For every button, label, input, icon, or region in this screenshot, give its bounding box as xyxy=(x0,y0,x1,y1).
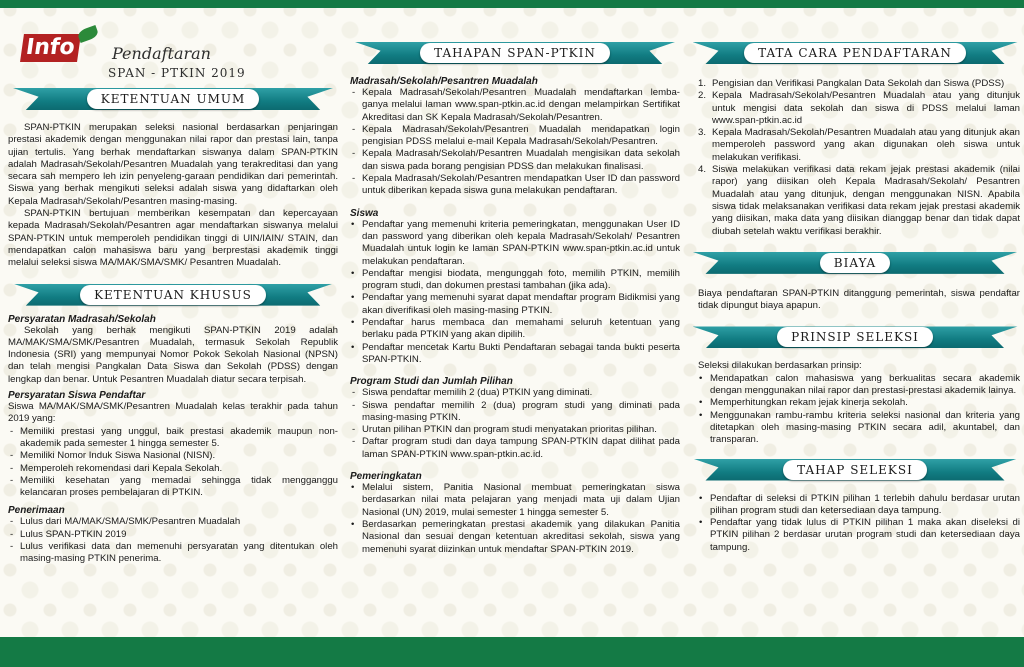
logo-script-text: Pendaftaran xyxy=(112,44,211,63)
logo-subtitle: SPAN - PTKIN 2019 xyxy=(108,66,246,80)
list-item: - Siswa pendaftar memilih 2 (dua) PTKIN yang diminati. xyxy=(350,387,680,399)
umum-paragraph-2: SPAN-PTKIN bertujuan memberikan kesempatan dan kepercayaan kepada Madrasah/Sekolah/Pesantren agar mendaftarkan siswanya melalui SPAN-PTKIN untuk memperoleh pendidikan tinggi di UIN/IAIN/ STAIN, dan mendapatkan calon mahasiswa baru yang berprestasi akademik tinggi melalui seleksi siswa MA/MAK/SMA/SMK/ Pesantren Muadalah. xyxy=(8,208,338,269)
top-green-bar xyxy=(0,0,1024,8)
list-item: - Lulus dari MA/MAK/SMA/SMK/Pesantren Muadalah xyxy=(8,516,338,528)
section-banner-biaya xyxy=(693,250,1018,276)
list-item: • Mendapatkan calon mahasiswa yang berkualitas secara akademik dengan menggunakan nilai rapor dan prestasi-prestasi akademik lainya. xyxy=(698,373,1020,398)
list-item: • Melalui sistem, Panitia Nasional membuat pemeringkatan siswa berdasarkan nilai mata pelajaran yang menjadi mata uji dalam Ujian Nasional (UN) 2019, mulai semester 1 hingga semester 5. xyxy=(350,482,680,519)
list-number: 4. xyxy=(698,164,707,176)
khusus-paragraph-2: Siswa MA/MAK/SMA/SMK/Pesantren Muadalah kelas terakhir pada tahun 2019 yang: xyxy=(8,401,338,425)
prinsip-intro: Seleksi dilakukan berdasarkan prinsip: xyxy=(698,360,862,372)
list-item: • Pendaftar yang memenuhi syarat dapat mendaftar program Bidikmisi yang akan diverifikasi oleh masing-masing PTKIN. xyxy=(350,292,680,317)
list-item: - Memiliki Nomor Induk Siswa Nasional (NISN). xyxy=(8,450,338,462)
list-number: 2. xyxy=(698,90,707,102)
list-item: - Urutan pilihan PTKIN dan program studi menyatakan prioritas pilihan. xyxy=(350,424,680,436)
biaya-text: Biaya pendaftaran SPAN-PTKIN ditanggung pemerintah, siswa pendaftar tidak dipungut biaya apapun. xyxy=(698,287,1020,312)
list-item: 2. Kepala Madrasah/Sekolah/Pesantren Muadalah atau yang ditunjuk untuk mengisi data sekolah dan siswa di PDSS melalui laman www.span-ptkin.ac.id xyxy=(698,90,1020,126)
section-banner-khusus xyxy=(13,282,333,308)
list-item: - Kepala Madrasah/Sekolah/Pesantren mendapatkan User ID dan password untuk diberikan kepada siswa guna melakukan pendaftaran. xyxy=(350,173,680,198)
list-item: • Pendaftar di seleksi di PTKIN pilihan 1 terlebih dahulu berdasar urutan pilihan program studi dan ketersediaan daya tampung. xyxy=(698,493,1020,518)
section-title: TAHAP SELEKSI xyxy=(783,460,927,480)
prinsip-list xyxy=(690,373,1020,447)
subheading: Pemeringkatan xyxy=(350,471,422,483)
siswa-steps-list xyxy=(350,219,680,367)
list-number: 3. xyxy=(698,127,707,139)
list-item: - Lulus verifikasi data dan memenuhi persyaratan yang ditentukan oleh masing-masing PTKIN penerima. xyxy=(8,541,338,566)
list-item: • Pendaftar mengisi biodata, mengunggah foto, memilih PTKIN, memilih program studi, dan dokumen prestasi tambahan (jika ada). xyxy=(350,268,680,293)
section-title: PRINSIP SELEKSI xyxy=(777,327,933,347)
madrasah-steps-list xyxy=(350,87,680,198)
list-item: • Pendaftar yang memenuhi kriteria pemeringkatan, menggunakan User ID dan password yang diberikan oleh kepala Madrasah/Sekolah/ Pesantren Muadalah untuk login ke laman SPAN-PTKIN www.span-ptkin.ac.id untuk melakukan pendaftaran. xyxy=(350,219,680,268)
list-item: - Siswa pendaftar memilih 2 (dua) program studi yang diminati pada masing-masing PTKIN. xyxy=(350,400,680,425)
tatacara-list xyxy=(690,78,1020,238)
list-item: - Daftar program studi dan daya tampung SPAN-PTKIN dapat dilihat pada laman SPAN-PTKIN www.span-ptkin.ac.id. xyxy=(350,436,680,461)
list-item: 3. Kepala Madrasah/Sekolah/Pesantren Muadalah atau yang ditunjuk akan memperoleh password yang akan digunakan oleh siswa untuk melakukan verifikasi. xyxy=(698,127,1020,163)
khusus-paragraph-1: Sekolah yang berhak mengikuti SPAN-PTKIN 2019 adalah MA/MAK/SMA/SMK/Pesantren Muadalah, termasuk Sekolah Republik Indonesia (SRI) yang mempunyai Nomor Pokok Sekolah Nasional (NPSN) dan telah mengisi Pangkalan Data Siswa dan Sekolah (PDSS) dengan lengkap dan benar. Untuk Pesantren Muadalah diatur secara terpisah. xyxy=(8,324,338,385)
pemeringkatan-list xyxy=(350,482,680,556)
list-item: • Pendaftar harus membaca dan memahami seluruh ketentuan yang berlaku pada PTKIN yang akan dipilih. xyxy=(350,317,680,342)
section-title: BIAYA xyxy=(820,253,890,273)
list-item: - Kepala Madrasah/Sekolah/Pesantren Muadalah mengisikan data sekolah dan siswa pada borang pengisian PDSS dan melakukan finalisasi. xyxy=(350,148,680,173)
section-banner-tahapan xyxy=(355,40,675,66)
section-banner-umum xyxy=(13,86,333,112)
section-title: TAHAPAN SPAN-PTKIN xyxy=(420,43,610,63)
list-item: - Memperoleh rekomendasi dari Kepala Sekolah. xyxy=(8,463,338,475)
list-item: 1. Pengisian dan Verifikasi Pangkalan Data Sekolah dan Siswa (PDSS) xyxy=(698,78,1005,89)
list-item: - Kepala Madrasah/Sekolah/Pesantren Muadalah mendaftarkan lemba-ganya melalui laman www.span-ptkin.ac.id dengan melampirkan Sertifikat Akreditasi dan SK Kepala Madrasah/Sekolah/Pesantren. xyxy=(350,87,680,124)
list-item: • Berdasarkan pemeringkatan prestasi akademik yang dilakukan Panitia Nasional dan sesuai dengan ketentuan akreditasi sekolah, siswa yang memenuhi syarat diizinkan untuk mendaftar SPAN-PTKIN 2019. xyxy=(350,519,680,556)
umum-paragraph-1: SPAN-PTKIN merupakan seleksi nasional berdasarkan penjaringan prestasi akademik dengan menggunakan nilai rapor dan prestasi lain, tanpa ujian tertulis. Yang berhak mendaftarkan siswanya dalam SPAN-PTKIN adalah Madrasah/Sekolah/Pesantren Muadalah yang terakreditasi dan yang secara sah mempero leh izin penyeleng-garaan pendidikan dari pemerintah. Siswa yang berhak mengikuti seleksi adalah siswa yang didaftarkan oleh Kepala Madrasah/Sekolah/Pesantren masing-masing. xyxy=(8,122,338,207)
list-item: • Pendaftar yang tidak lulus di PTKIN pilihan 1 maka akan diseleksi di PTKIN pilihan 2 berdasar urutan program studi dan ketersediaan daya tampung. xyxy=(698,517,1020,554)
list-item: - Memiliki prestasi yang unggul, baik prestasi akademik maupun non-akademik pada semester 1 hingga semester 5. xyxy=(8,426,338,451)
subheading: Siswa xyxy=(350,207,379,219)
siswa-requirements-list xyxy=(8,426,338,500)
column-right xyxy=(690,40,1020,554)
list-item: - Lulus SPAN-PTKIN 2019 xyxy=(8,529,338,541)
bottom-green-bar xyxy=(0,637,1024,667)
prodi-list xyxy=(350,387,680,461)
column-middle xyxy=(350,40,680,556)
list-item: • Menggunakan rambu-rambu kriteria seleksi nasional dan kriteria yang ditetapkan oleh masing-masing PTKIN secara adil, akuntabel, dan transparan. xyxy=(698,410,1020,447)
list-item: • Pendaftar mencetak Kartu Bukti Pendaftaran sebagai tanda bukti peserta SPAN-PTKIN. xyxy=(350,342,680,367)
subheading: Penerimaan xyxy=(8,505,65,517)
section-title: TATA CARA PENDAFTARAN xyxy=(744,43,966,63)
list-item: 4. Siswa melakukan verifikasi data rekam jejak prestasi akademik (nilai rapor) yang diisikan oleh Kepala Madrasah/Sekolah/ Pesantren Muadalah atau yang ditunjuk, dengan menggunakan NISN. Apabila siswa tidak melaksanakan verifikasi data rekam jejak prestasi akademik yang diisikan, maka data yang diisikan dianggap benar dan tidak dapat diubah setelah waktu verifikasi berakhir. xyxy=(698,164,1020,237)
section-title: KETENTUAN UMUM xyxy=(87,89,260,109)
subheading: Madrasah/Sekolah/Pesantren Muadalah xyxy=(350,76,538,87)
tahap-list xyxy=(690,493,1020,554)
penerimaan-list xyxy=(8,516,338,565)
brochure-logo xyxy=(8,14,338,86)
subheading: Persyaratan Siswa Pendaftar xyxy=(8,390,146,402)
subheading: Program Studi dan Jumlah Pilihan xyxy=(350,376,513,388)
section-title: KETENTUAN KHUSUS xyxy=(80,285,266,305)
leaf-icon xyxy=(77,25,100,43)
column-left xyxy=(8,14,338,566)
section-banner-tatacara xyxy=(693,40,1018,66)
info-logo-mark: Info xyxy=(22,34,79,62)
subheading: Persyaratan Madrasah/Sekolah xyxy=(8,313,156,325)
list-number: 1. xyxy=(698,78,707,89)
list-item: - Memiliki kesehatan yang memadai sehingga tidak mengganggu kelancaran proses pembelajaran di PTKIN. xyxy=(8,475,338,500)
section-banner-tahap xyxy=(693,457,1018,483)
section-banner-prinsip xyxy=(693,324,1018,350)
list-item: - Kepala Madrasah/Sekolah/Pesantren Muadalah mendapatkan login pengisian PDSS melalui e-mail Kepala Madrasah/Sekolah/Pesantren. xyxy=(350,124,680,149)
list-item: • Memperhitungkan rekam jejak kinerja sekolah. xyxy=(698,397,1020,409)
